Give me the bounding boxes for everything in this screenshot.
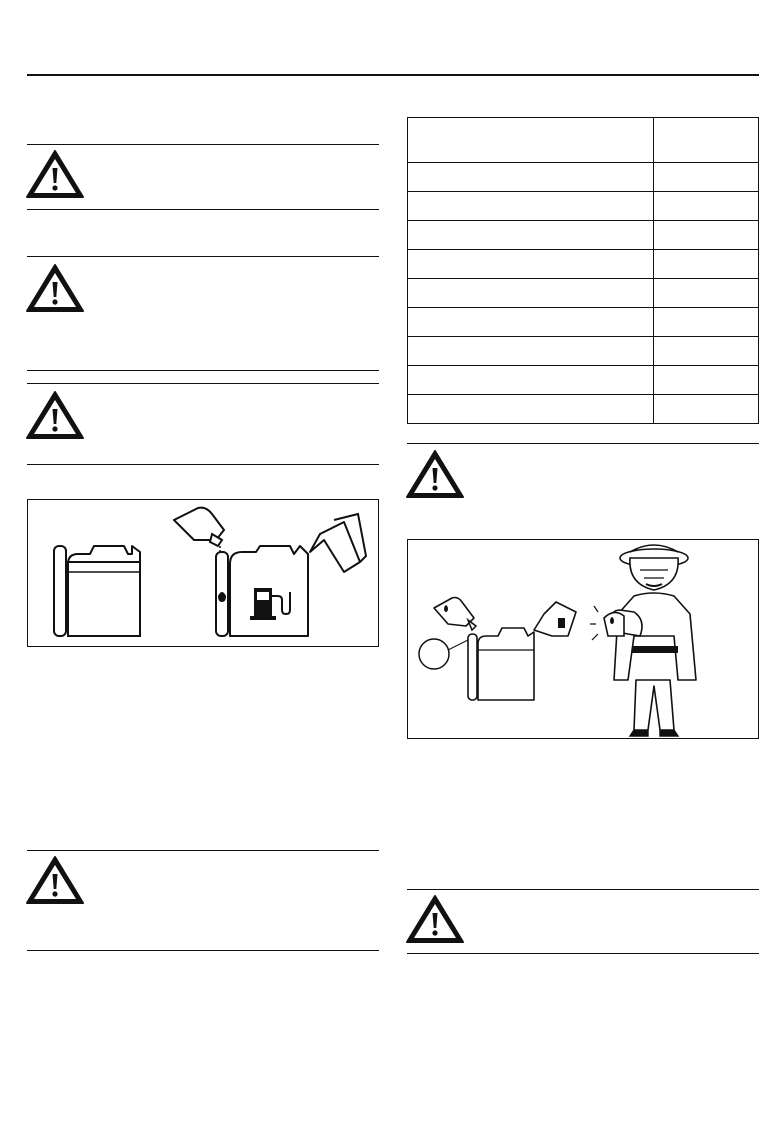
table-cell <box>654 163 759 192</box>
warning-4-bottom-rule <box>27 950 379 951</box>
warning-3-bottom-rule <box>27 464 379 465</box>
table-header-cell <box>654 118 759 163</box>
table-cell <box>654 308 759 337</box>
warning-6-bottom-rule <box>407 953 759 954</box>
jerrycan-icon <box>468 628 534 700</box>
table-row <box>408 192 759 221</box>
warning-4-top-rule <box>27 850 379 851</box>
table-cell <box>654 250 759 279</box>
table-cell <box>408 250 654 279</box>
table-row <box>408 395 759 424</box>
warning-2-bottom-rule <box>27 370 379 371</box>
warning-1-bottom-rule <box>27 209 379 210</box>
page-top-rule <box>27 74 759 76</box>
table-header-row <box>408 118 759 163</box>
table-cell <box>654 395 759 424</box>
table-cell <box>408 337 654 366</box>
table-row <box>408 366 759 395</box>
warning-triangle-icon <box>24 148 86 200</box>
warning-3-top-rule <box>27 383 379 384</box>
table-cell <box>408 308 654 337</box>
fuel-shaking-illustration <box>407 539 759 739</box>
table-cell <box>654 366 759 395</box>
warning-triangle-icon <box>24 854 86 906</box>
warning-triangle-icon <box>24 262 86 314</box>
table-row <box>408 279 759 308</box>
fuel-mixing-illustration <box>27 499 379 647</box>
table-cell <box>408 163 654 192</box>
oil-bottle-icon <box>174 508 224 556</box>
fuel-pump-icon <box>534 602 576 636</box>
table-cell <box>408 366 654 395</box>
oil-bottle-icon <box>434 598 476 631</box>
table-row <box>408 308 759 337</box>
operator-with-protective-gear-icon <box>590 545 696 736</box>
table-cell <box>408 192 654 221</box>
table-row <box>408 221 759 250</box>
table-cell <box>408 279 654 308</box>
table-header-cell <box>408 118 654 163</box>
table-cell <box>654 221 759 250</box>
fuel-canister-icon <box>28 500 378 646</box>
table-cell <box>408 395 654 424</box>
table-cell <box>654 279 759 308</box>
table-cell <box>654 337 759 366</box>
table-row <box>408 250 759 279</box>
table-cell <box>654 192 759 221</box>
warning-6-top-rule <box>407 889 759 890</box>
warning-triangle-icon <box>404 893 466 945</box>
warning-5-top-rule <box>407 443 759 444</box>
fuel-mix-table <box>407 117 759 424</box>
warning-1-top-rule <box>27 144 379 145</box>
warning-triangle-icon <box>24 389 86 441</box>
warning-2-top-rule <box>27 256 379 257</box>
table-row <box>408 163 759 192</box>
warning-triangle-icon <box>404 448 466 500</box>
table-row <box>408 337 759 366</box>
table-cell <box>408 221 654 250</box>
